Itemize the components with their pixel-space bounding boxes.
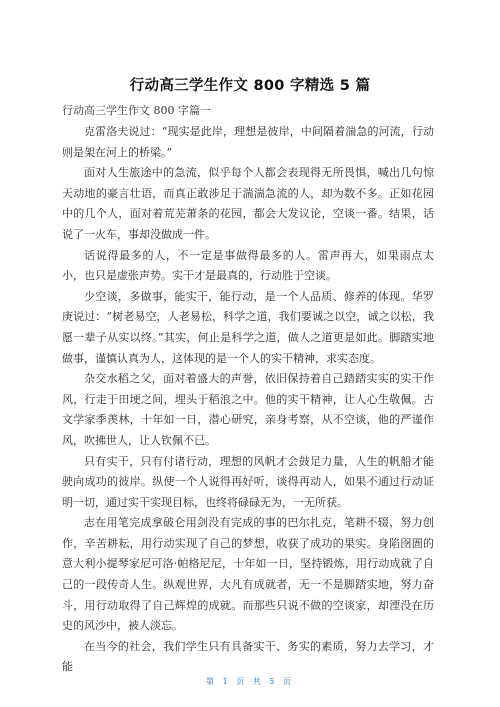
section-subtitle: 行动高三学生作文 800 字篇一 bbox=[62, 104, 211, 117]
paragraph: 杂交水稻之父，面对着盛大的声誉，依旧保持着自己踏踏实实的实干作风，行走于田埂之间，埋头于稻浪之中。他的实干精神，让人心生敬佩。古文学家季羡林，十年如一日，潜心研究，亲身考察，从不空谈，他的严谨作风，吹拂世人，让人钦佩不已。 bbox=[62, 372, 434, 447]
page-footer: 第 1 页 共 5 页 bbox=[206, 677, 294, 686]
document-body bbox=[62, 122, 434, 678]
paragraph: 在当今的社会，我们学生只有具备实干、务实的素质，努力去学习，才能 bbox=[62, 639, 434, 674]
paragraph: 面对人生旅途中的急流，似乎每个人都会表现得无所畏惧，喊出几句惊天动地的豪言壮语，而真正敢涉足于湍湍急流的人，却为数不多。正如花园中的几个人，面对着荒芜萧条的花园，都会大发议论，空谈一番。结果，话说了一火车，事却没做成一件。 bbox=[62, 166, 434, 241]
paragraph: 话说得最多的人，不一定是事做得最多的人。雷声再大，如果雨点太小，也只是虚张声势。实干才是最真的，行动胜于空谈。 bbox=[62, 248, 434, 283]
paragraph: 志在用笔完成拿破仑用剑没有完成的事的巴尔扎克，笔耕不辍，努力创作，辛苦耕耘，用行动实现了自己的梦想，收获了成功的果实。身陷囹圄的意大利小提琴家尼可洛·帕格尼尼，十年如一日，坚持锻炼，用行动成就了自己的一段传奇人生。纵观世界，大凡有成就者，无一不是脚踏实地，努力奋斗，用行动取得了自己辉煌的成就。而那些只说不做的空谈家，却湮没在历史的风沙中，被人淡忘。 bbox=[62, 516, 434, 633]
document-title: 行动高三学生作文 800 字精选 5 篇 bbox=[129, 78, 371, 94]
paragraph: 克雷洛夫说过：“现实是此岸，理想是彼岸，中间隔着湍急的河流，行动则是架在河上的桥梁。” bbox=[62, 125, 434, 159]
paragraph: 只有实干，只有付诸行动，理想的风帆才会鼓足力量，人生的帆船才能驶向成功的彼岸。纵使一个人说得再好听，谈得再动人，如果不通过行动证明一切，通过实干实现目标，也终将碌碌无为，一无所获。 bbox=[62, 454, 434, 509]
paragraph: 少空谈，多做事，能实干，能行动，是一个人品质、修养的体现。华罗庚说过：“树老易空，人老易松，科学之道，我们要诚之以空，诚之以松，我愿一辈子从实以终。”其实，何止是科学之道，做人之道更是如此。脚踏实地做事，谨慎认真为人，这体现的是一个人的实干精神，求实态度。 bbox=[62, 289, 434, 365]
